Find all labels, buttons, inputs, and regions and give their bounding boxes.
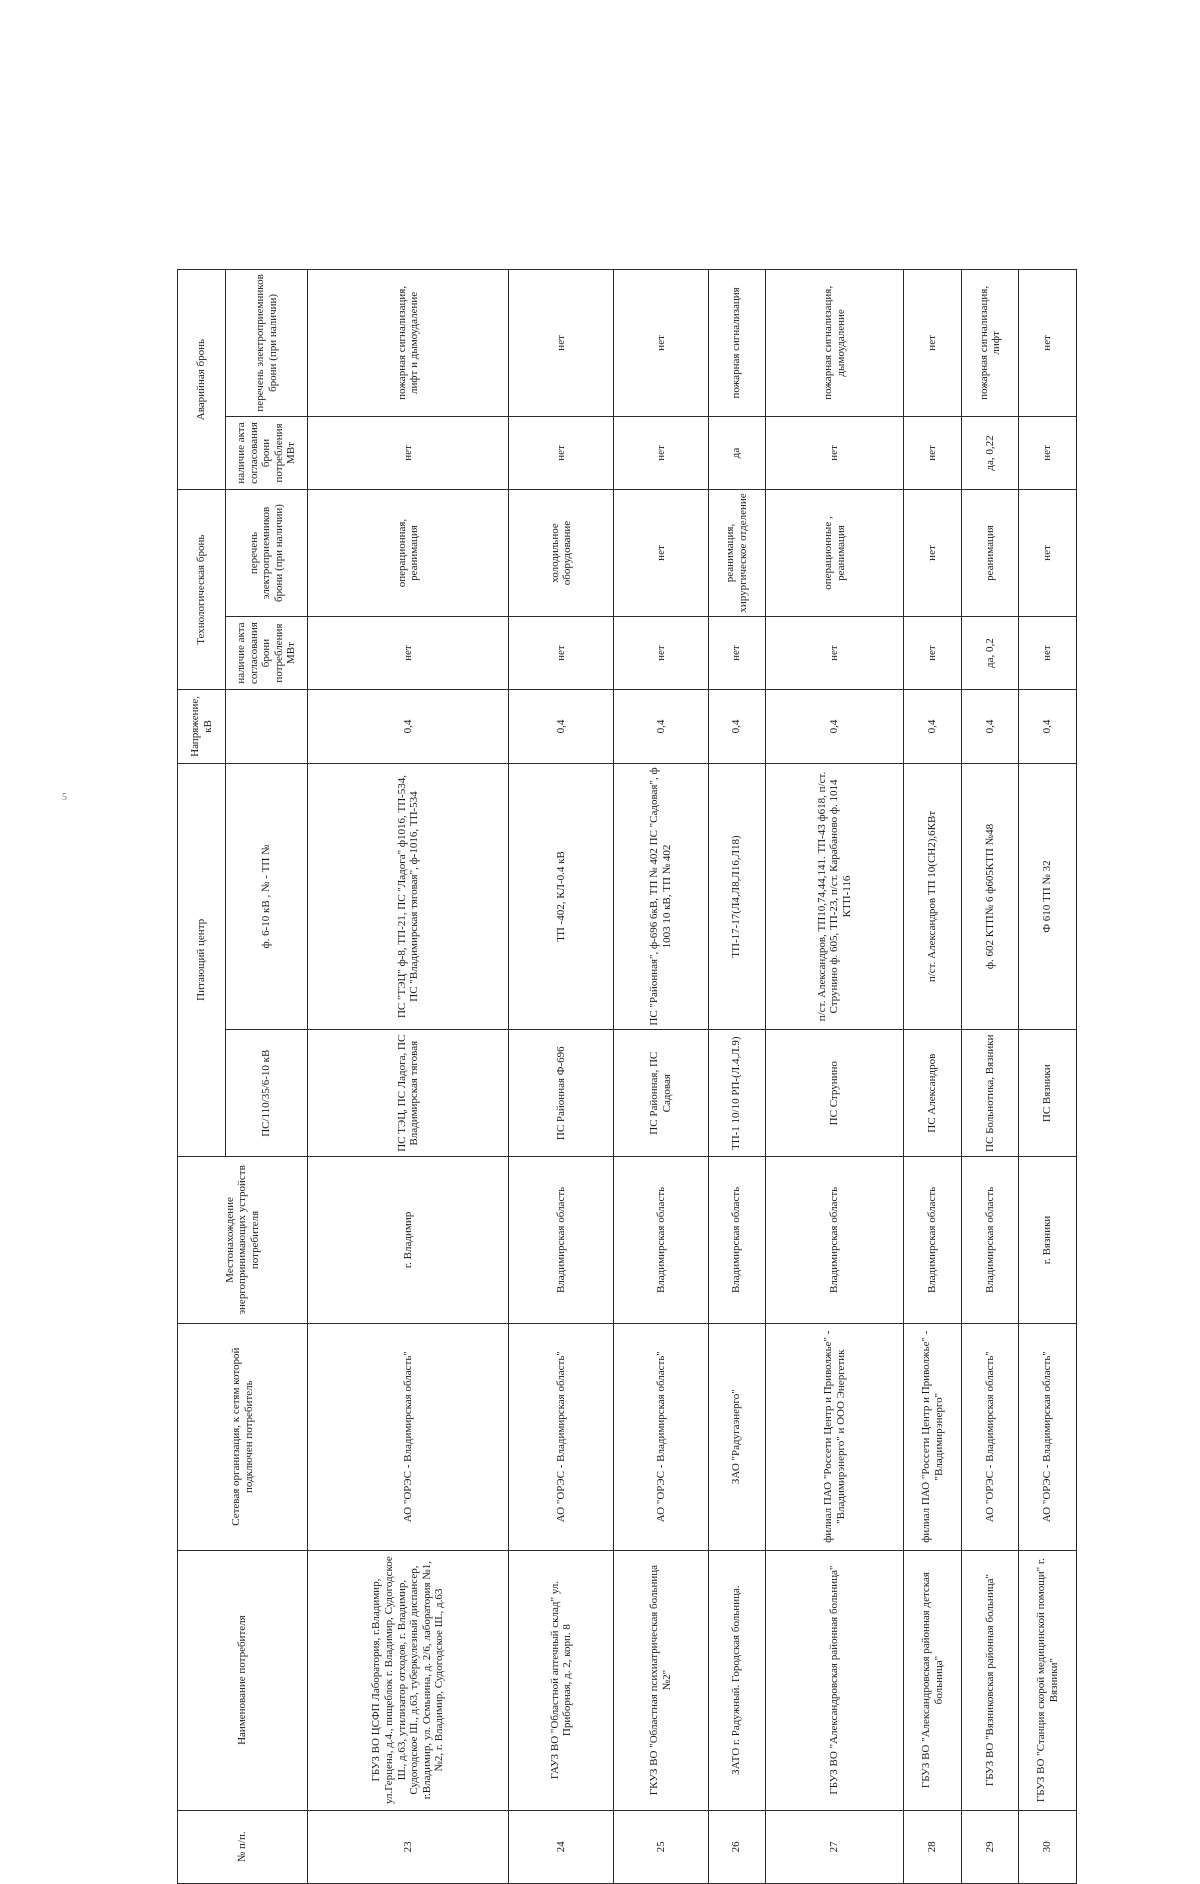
- header-voltage: Напряжение, кВ: [178, 690, 226, 763]
- cell-grid-org: АО "ОРЭС - Владимирская область": [1019, 1323, 1077, 1550]
- cell-num: 27: [766, 1810, 904, 1883]
- cell-num: 28: [904, 1810, 962, 1883]
- header-feeder: ф. 6-10 кВ , № - ТП №: [226, 763, 308, 1030]
- cell-grid-org: АО "ОРЭС - Владимирская область": [308, 1323, 509, 1550]
- rotated-sheet: [177, 269, 1077, 1884]
- cell-emerg-list: пожарная сигнализация, дымоудаление: [766, 270, 904, 417]
- header-location: Местонахождение энергопринимающих устройств потребителя: [178, 1157, 308, 1324]
- header-emerg-act: наличие акта согласования брони потребления МВт: [226, 416, 308, 489]
- cell-num: 23: [308, 1810, 509, 1883]
- page-number: 5: [62, 792, 67, 803]
- cell-emerg-act: нет: [614, 416, 708, 489]
- reserve-table: [177, 269, 1077, 1884]
- table-row: [904, 270, 962, 1884]
- cell-voltage: 0,4: [904, 690, 962, 763]
- table-row: [708, 270, 766, 1884]
- cell-num: 29: [961, 1810, 1019, 1883]
- cell-consumer: ЗАТО г. Радужный. Городская больница.: [708, 1550, 766, 1810]
- cell-feeder: п/ст. Александров ТП 10(СН2),6КВт: [904, 763, 962, 1030]
- cell-tech-list: реанимация, хирургическое отделение: [708, 490, 766, 617]
- cell-feeder: ПС "ТЭЦ" ф-8, ТП-21, ПС "Ладога" ф1016, ТП-534, ПС "Владимирская тяговая", ф-1016, ТП-534: [308, 763, 509, 1030]
- cell-consumer: ГБУЗ ВО "Александровская районная больница": [766, 1550, 904, 1810]
- cell-ps: ПС Александров: [904, 1030, 962, 1157]
- cell-tech-list: реанимация: [961, 490, 1019, 617]
- cell-consumer: ГБУЗ ВО "Александровская районная детская больница": [904, 1550, 962, 1810]
- cell-location: Владимирская область: [614, 1157, 708, 1324]
- header-grid-org: Сетевая организация, к сетям которой подключен потребитель: [178, 1323, 308, 1550]
- cell-location: Владимирская область: [509, 1157, 614, 1324]
- header-tech-reserve: Технологическая бронь: [178, 490, 226, 690]
- cell-feeder: ПС "Районная", ф-696 6кВ, ТП № 402 ПС "Садовая", ф 1003 10 кВ, ТП № 402: [614, 763, 708, 1030]
- cell-grid-org: ЗАО "Радугаэнерго": [708, 1323, 766, 1550]
- table-body: [308, 270, 1077, 1884]
- cell-ps: ПС Больнотика, Вязники: [961, 1030, 1019, 1157]
- table-row: [308, 270, 509, 1884]
- header-voltage-sub: [226, 690, 308, 763]
- cell-voltage: 0,4: [614, 690, 708, 763]
- table-row: [961, 270, 1019, 1884]
- cell-feeder: Ф 610 ТП № 32: [1019, 763, 1077, 1030]
- cell-tech-list: нет: [1019, 490, 1077, 617]
- cell-emerg-list: нет: [509, 270, 614, 417]
- table-row: [766, 270, 904, 1884]
- cell-location: Владимирская область: [708, 1157, 766, 1324]
- cell-location: Владимирская область: [904, 1157, 962, 1324]
- cell-voltage: 0,4: [308, 690, 509, 763]
- cell-tech-list: операционные , реанимация: [766, 490, 904, 617]
- cell-tech-act: нет: [708, 616, 766, 689]
- cell-tech-act: нет: [614, 616, 708, 689]
- table-header: [178, 270, 308, 1884]
- cell-num: 25: [614, 1810, 708, 1883]
- cell-tech-act: нет: [509, 616, 614, 689]
- cell-location: Владимирская область: [961, 1157, 1019, 1324]
- cell-emerg-list: пожарная сигнализация: [708, 270, 766, 417]
- cell-consumer: ГКУЗ ВО "Областная психиатрическая больница №2": [614, 1550, 708, 1810]
- cell-tech-act: нет: [308, 616, 509, 689]
- cell-num: 30: [1019, 1810, 1077, 1883]
- cell-consumer: ГБУЗ ВО ЦСФП Лаборатория, г.Владимир, ул.Герцена, д.4., пищеблок г. Владимир, Судогодское Ш., д.63, утилизатор отходов, г. Владимир, Судогодское Ш., д.63, туберкулезный диспансер, г.Владимир, ул. Осмьнина, д. 2/6, лаборатория №1, №2, г. Владимир, Судогодское Ш., д.63: [308, 1550, 509, 1810]
- cell-grid-org: АО "ОРЭС - Владимирская область": [614, 1323, 708, 1550]
- cell-location: г. Владимир: [308, 1157, 509, 1324]
- header-num: № п/п.: [178, 1810, 308, 1883]
- cell-num: 26: [708, 1810, 766, 1883]
- cell-consumer: ГБУЗ ВО "Вязниковская районная больница": [961, 1550, 1019, 1810]
- cell-grid-org: АО "ОРЭС - Владимирская область": [961, 1323, 1019, 1550]
- cell-emerg-list: пожарная сигнализация, лифт: [961, 270, 1019, 417]
- table-row: [509, 270, 614, 1884]
- cell-emerg-act: нет: [766, 416, 904, 489]
- cell-tech-list: операционная, реанимация: [308, 490, 509, 617]
- cell-emerg-act: нет: [1019, 416, 1077, 489]
- cell-emerg-act: нет: [509, 416, 614, 489]
- cell-emerg-list: пожарная сигнализация, лифт и дымоудаление: [308, 270, 509, 417]
- cell-consumer: ГАУЗ ВО "Областной аптечный склад" ул. Приборная, д. 2, корп. 8: [509, 1550, 614, 1810]
- header-emerg-list: перечень электроприемников брони (при наличии): [226, 270, 308, 417]
- cell-feeder: ТП -402, КЛ-0.4 кВ: [509, 763, 614, 1030]
- cell-tech-act: нет: [766, 616, 904, 689]
- cell-tech-list: нет: [904, 490, 962, 617]
- cell-voltage: 0,4: [961, 690, 1019, 763]
- header-tech-list: перечень электроприемников брони (при наличии): [226, 490, 308, 617]
- cell-ps: ПС Районная Ф-696: [509, 1030, 614, 1157]
- cell-grid-org: АО "ОРЭС - Владимирская область": [509, 1323, 614, 1550]
- table-row: [1019, 270, 1077, 1884]
- header-tech-act: наличие акта согласования брони потребления МВт: [226, 616, 308, 689]
- cell-emerg-act: нет: [904, 416, 962, 489]
- cell-consumer: ГБУЗ ВО "Станция скорой медицинской помощи" г. Вязники": [1019, 1550, 1077, 1810]
- header-consumer: Наименование потребителя: [178, 1550, 308, 1810]
- cell-ps: ПС Струнино: [766, 1030, 904, 1157]
- cell-emerg-act: да: [708, 416, 766, 489]
- cell-num: 24: [509, 1810, 614, 1883]
- cell-tech-act: нет: [904, 616, 962, 689]
- cell-ps: ПС ТЭЦ, ПС Ладога, ПС Владимирская тяговая: [308, 1030, 509, 1157]
- cell-emerg-act: да, 0,22: [961, 416, 1019, 489]
- cell-tech-list: нет: [614, 490, 708, 617]
- cell-ps: ПС Районная, ПС Садовая: [614, 1030, 708, 1157]
- cell-emerg-list: нет: [904, 270, 962, 417]
- table-row: [614, 270, 708, 1884]
- cell-location: Владимирская область: [766, 1157, 904, 1324]
- cell-emerg-list: нет: [1019, 270, 1077, 417]
- cell-voltage: 0,4: [766, 690, 904, 763]
- cell-emerg-act: нет: [308, 416, 509, 489]
- header-ps: ПС/110/35/6-10 кВ: [226, 1030, 308, 1157]
- header-supply-center: Питающий центр: [178, 763, 226, 1156]
- cell-emerg-list: нет: [614, 270, 708, 417]
- cell-feeder: ТП-17-17(Л4,Л8,Л16,Л18): [708, 763, 766, 1030]
- cell-voltage: 0,4: [1019, 690, 1077, 763]
- cell-location: г. Вязники: [1019, 1157, 1077, 1324]
- cell-grid-org: филиал ПАО "Россети Центр и Приволжье" - "Владимирэнерго" и ООО Энергетик: [766, 1323, 904, 1550]
- cell-voltage: 0,4: [509, 690, 614, 763]
- cell-grid-org: филиал ПАО "Россети Центр и Приволжье" - "Владимирэнерго": [904, 1323, 962, 1550]
- cell-feeder: п/ст. Александров, ТП10,74,44,141. ТП-43 ф618, п/ст. Струнино ф. 605, ТП-23, п/ст. Карабаново ф. 1014 КТП-116: [766, 763, 904, 1030]
- cell-tech-act: да, 0,2: [961, 616, 1019, 689]
- cell-ps: ТП-1 10/10 РП-(Л.4,Л.9): [708, 1030, 766, 1157]
- cell-tech-act: нет: [1019, 616, 1077, 689]
- header-emerg-reserve: Аварийная бронь: [178, 270, 226, 490]
- cell-feeder: ф. 602 КТП№ 6 ф605КТП №48: [961, 763, 1019, 1030]
- cell-voltage: 0,4: [708, 690, 766, 763]
- cell-ps: ПС Вязники: [1019, 1030, 1077, 1157]
- cell-tech-list: холодильное оборудование: [509, 490, 614, 617]
